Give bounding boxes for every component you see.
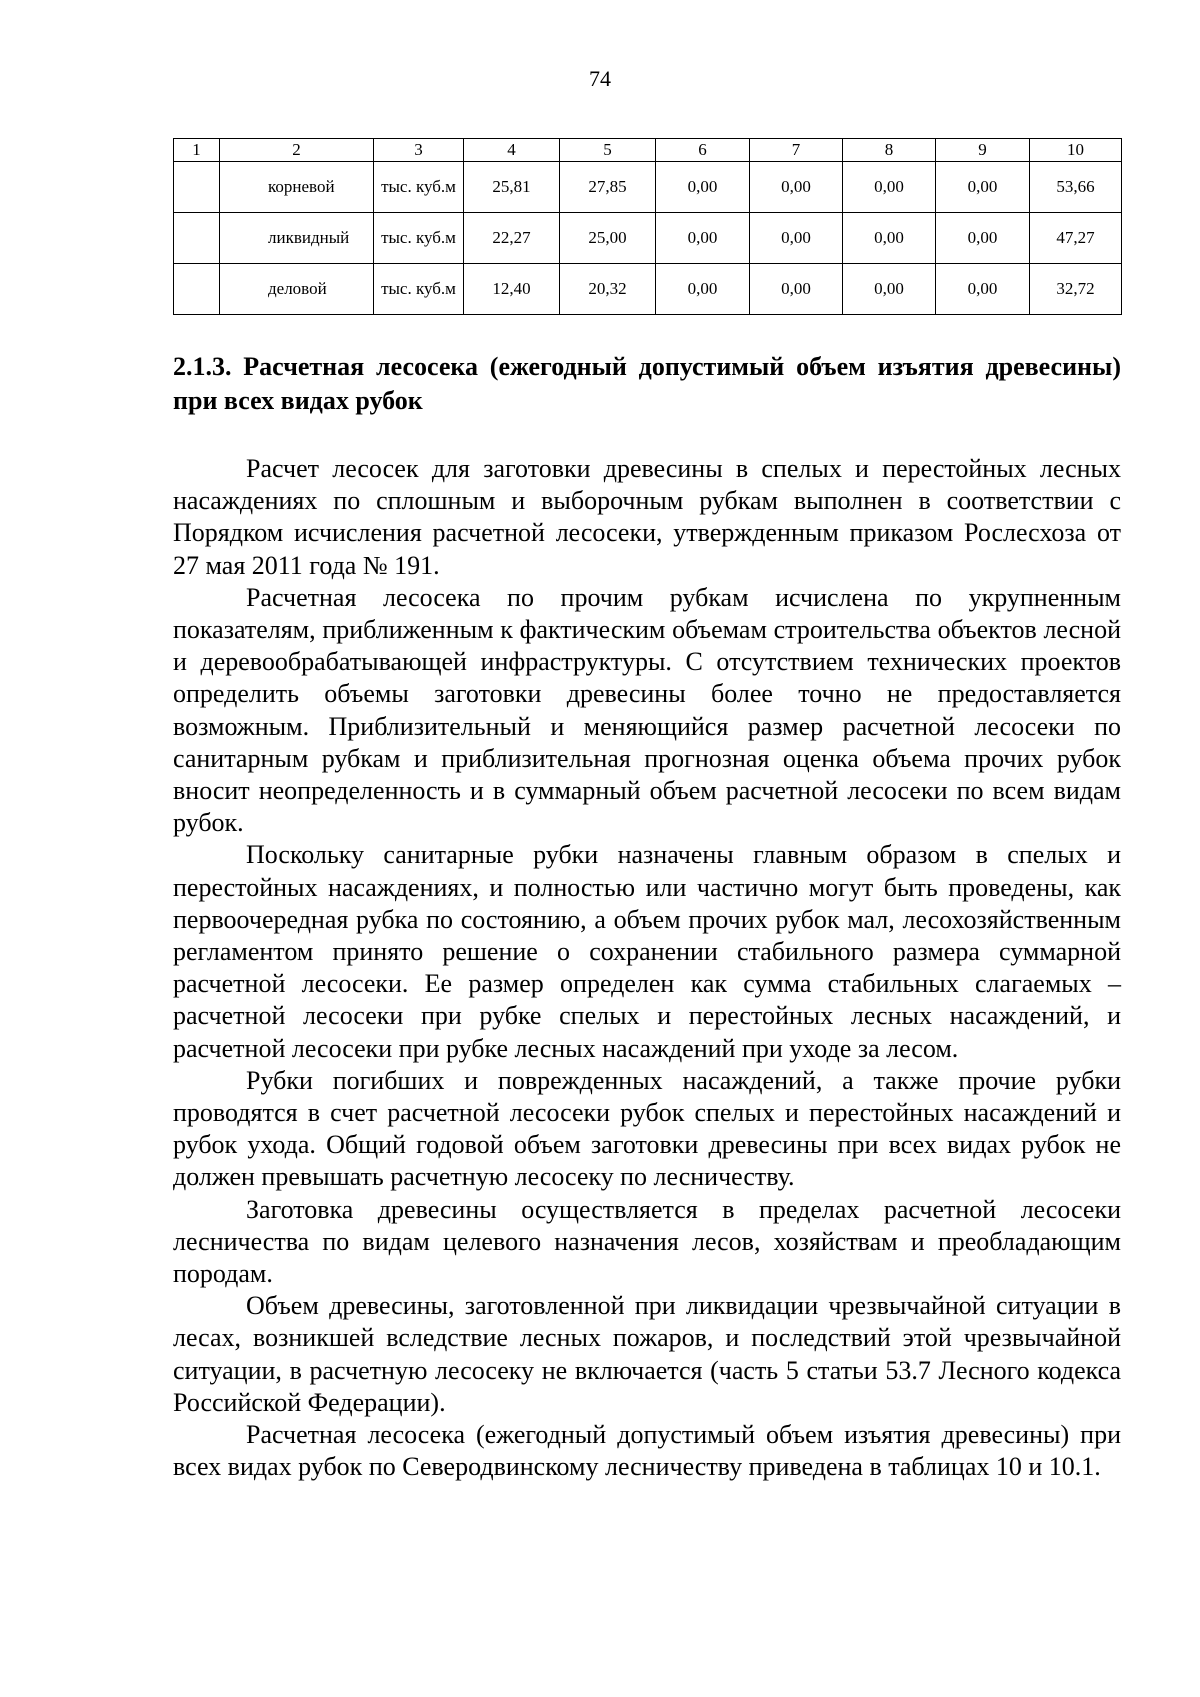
- table-cell: 0,00: [656, 213, 750, 264]
- header-cell: 7: [750, 139, 843, 162]
- header-cell: 10: [1030, 139, 1122, 162]
- table-cell: 0,00: [843, 162, 936, 213]
- table-cell: 47,27: [1030, 213, 1122, 264]
- table-cell: 27,85: [560, 162, 656, 213]
- table-cell: 0,00: [656, 264, 750, 315]
- unit-cell: тыс. куб.м: [374, 162, 464, 213]
- table-row: [174, 162, 1122, 213]
- header-cell: 8: [843, 139, 936, 162]
- table-cell: 0,00: [750, 264, 843, 315]
- table-cell: 0,00: [936, 264, 1030, 315]
- document-body: [173, 350, 1121, 1484]
- header-cell: 9: [936, 139, 1030, 162]
- table-cell: 0,00: [936, 213, 1030, 264]
- header-cell: 2: [220, 139, 374, 162]
- table-cell: [174, 162, 220, 213]
- table-cell: 0,00: [750, 162, 843, 213]
- table-cell: [174, 213, 220, 264]
- table-cell: 0,00: [750, 213, 843, 264]
- paragraph: Рубки погибших и поврежденных насаждений, а также прочие рубки проводятся в счет расчетной лесосеки рубок спелых и перестойных насаждений и рубок ухода. Общий годовой объем заготовки древесины при всех видах рубок не должен превышать расчетную лесосеку по лесничеству.: [173, 1065, 1121, 1192]
- header-cell: 5: [560, 139, 656, 162]
- paragraph: Расчетная лесосека по прочим рубкам исчислена по укрупненным показателям, приближенным к фактическим объемам строительства объектов лесной и деревообрабатывающей инфраструктуры. С отсутствием технических проектов определить объемы заготовки древесины более точно не предоставляется возможным. Приблизительный и меняющийся размер расчетной лесосеки по санитарным рубкам и приблизительная прогнозная оценка объема прочих рубок вносит неопределенность и в суммарный объем расчетной лесосеки по всем видам рубок.: [173, 582, 1121, 838]
- header-cell: 3: [374, 139, 464, 162]
- paragraph: Объем древесины, заготовленной при ликвидации чрезвычайной ситуации в лесах, возникшей вследствие лесных пожаров, и последствий этой чрезвычайной ситуации, в расчетную лесосеку не включается (часть 5 статьи 53.7 Лесного кодекса Российской Федерации).: [173, 1291, 1121, 1417]
- body-text: [173, 453, 1121, 1484]
- section-heading: 2.1.3. Расчетная лесосека (ежегодный допустимый объем изъятия древесины) при всех видах рубок: [173, 352, 1121, 415]
- paragraph: Поскольку санитарные рубки назначены главным образом в спелых и перестойных насаждениях, и полностью или частично могут быть проведены, как первоочередная рубка по состоянию, а объем прочих рубок мал, лесохозяйственным регламентом принято решение о сохранении стабильного размера суммарной расчетной лесосеки. Ее размер определен как сумма стабильных слагаемых – расчетной лесосеки при рубке спелых и перестойных лесных насаждений, и расчетной лесосеки при рубке лесных насаждений при уходе за лесом.: [173, 840, 1121, 1063]
- table-cell: 12,40: [464, 264, 560, 315]
- table-row: [174, 264, 1122, 315]
- table-header-row: [174, 139, 1122, 162]
- paragraph: Расчетная лесосека (ежегодный допустимый объем изъятия древесины) при всех видах рубок по Северодвинскому лесничеству приведена в таблицах 10 и 10.1.: [173, 1420, 1121, 1482]
- table-cell: 53,66: [1030, 162, 1122, 213]
- row-label: корневой: [220, 162, 374, 213]
- table-cell: 0,00: [656, 162, 750, 213]
- paragraph: Заготовка древесины осуществляется в пределах расчетной лесосеки лесничества по видам целевого назначения лесов, хозяйствам и преобладающим породам.: [173, 1194, 1121, 1289]
- table-cell: 20,32: [560, 264, 656, 315]
- header-cell: 6: [656, 139, 750, 162]
- paragraph: Расчет лесосек для заготовки древесины в спелых и перестойных лесных насаждениях по сплошным и выборочным рубкам выполнен в соответствии с Порядком исчисления расчетной лесосеки, утвержденным приказом Рослесхоза от 27 мая 2011 года № 191.: [173, 454, 1121, 580]
- row-label: ликвидный: [220, 213, 374, 264]
- row-label: деловой: [220, 264, 374, 315]
- volume-table: [173, 138, 1122, 315]
- header-cell: 4: [464, 139, 560, 162]
- table-cell: 22,27: [464, 213, 560, 264]
- table-cell: 25,81: [464, 162, 560, 213]
- page-number: 74: [589, 66, 611, 91]
- table-cell: 0,00: [936, 162, 1030, 213]
- unit-cell: тыс. куб.м: [374, 264, 464, 315]
- table-row: [174, 213, 1122, 264]
- table-cell: [174, 264, 220, 315]
- table-cell: 25,00: [560, 213, 656, 264]
- table-cell: 0,00: [843, 264, 936, 315]
- unit-cell: тыс. куб.м: [374, 213, 464, 264]
- table-cell: 0,00: [843, 213, 936, 264]
- header-cell: 1: [174, 139, 220, 162]
- table-cell: 32,72: [1030, 264, 1122, 315]
